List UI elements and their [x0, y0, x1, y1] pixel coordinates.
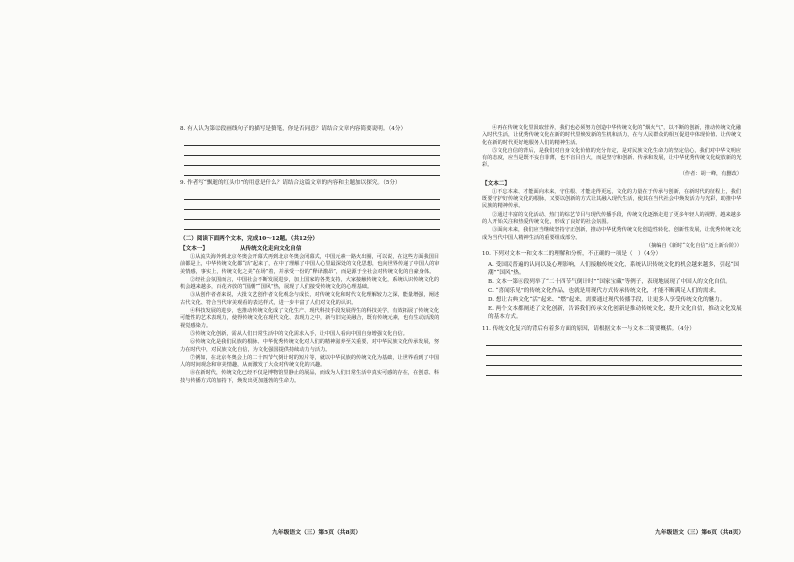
answer-option: B. 文本一第⑥段列举了“二十四节气倒计时”“国家宝藏”等例子，表现地展现了中国人的文化自信。 — [488, 278, 731, 285]
question-10: 10. 下列对文本一和文本二的理解和分析，不正确的一项是（ ）（4分） — [482, 250, 662, 257]
text-1-title: 从传统文化走向文化自信 — [239, 246, 302, 252]
paragraph: ⑧在新时代，传统文化已经不仅是博物馆里静止的展品，而成为人们日常生活中真实可感的存在，在创意、科技与传播方式的加持下，焕发出更加蓬勃的生命力。 — [180, 370, 440, 384]
answer-line[interactable] — [184, 210, 440, 220]
answer-line[interactable] — [184, 190, 440, 200]
paragraph: ①不忘本来、才能面向未来，守住根、才能走得更远，文化的力量在于传承与创新，在新时代的征程上，我们既要守护好传统文化的根脉，又要以创新的方式让其融入现代生活，使其在当代社会中焕发活力与光彩，助推中华民族的精神传承。 — [482, 188, 742, 210]
paragraph: ③从创作者者来说，大批文艺创作者文化观念与成长，对传统文化和时代文化理解较力之深，能量增强，阐述古代文化、符合当代审美观看的表达样式，进一步丰富了人们对文化的认识。 — [180, 292, 440, 306]
text-1-body — [180, 254, 440, 385]
answer-line[interactable] — [486, 356, 742, 366]
text-2-body — [482, 189, 742, 242]
question-11: 11. 传统文化复兴的背后有着多方面的原因，请根据文本一与文本二简要概括。（4分） — [482, 325, 695, 332]
paragraph: ⑤传统文化创新，需从人们日常生活中的文化需求入手，让中国人看向中国自身增强文化自信。 — [190, 330, 408, 337]
text-2-credit: （摘编自《新时“文化自信”迈上新台阶》） — [645, 242, 742, 249]
answer-line[interactable] — [184, 136, 440, 146]
paragraph: ①从流失海外到北京冬奥会开幕式再到北京冬奥会闭幕式，中国元素一路火出圈，可以说，在这些方面我国目前都是上，中华传统文化都“活”起来了，在中了理解了中国人心里最深处的文化思想，也向世界传递了中国人的审美情感，事实上，传统文化之美“在场”着，并承受一份的“释译激昂”，而是源于全社会对传统文化的自豪身体。 — [180, 254, 440, 275]
right-column — [482, 125, 745, 545]
paragraph: ⑦例如，在北京冬奥会上的二十四节气倒计时的短片等，就以中华民族的传统文化为基础，让世界看到了中国人的时间观念和审美情趣，从而激发了大众对传统文化的兴趣。 — [180, 354, 440, 369]
answer-option: E. 两个文本都阐述了文化创新，告诉我们传承文化创新是推动传统文化，提升文化自信，推动文化发展的基本方式。 — [488, 305, 742, 320]
question-8: 8. 有人认为第⑫段画线句子的描写是赘笔，你是否同意？请结合文章内容简要说明。（4分） — [180, 126, 407, 132]
answer-line[interactable] — [486, 336, 742, 346]
text-1-credit: （作者：胡一峰，有删改） — [679, 170, 742, 177]
text-2-label: 【文本二】 — [482, 180, 510, 187]
question-10-options — [482, 261, 742, 321]
page-6-footer: 九年级语文（三）第6页（共8页） — [655, 530, 745, 536]
question-9: 9. 作者写“飘逝的红头巾”的用意是什么？请结合这篇文章的内容和主题加以探究。（5分） — [180, 180, 401, 186]
answer-line[interactable] — [184, 220, 440, 230]
paragraph: ③面向未来，我们应当继续坚持守正创新，推动中华优秀传统文化创造性转化、创新性发展，让优秀传统文化成为当代中国人精神生活的重要组成部分。 — [482, 227, 742, 241]
answer-option: D. 想让古典文化“活”起来、“燃”起来，需要通过现代传播手段，让更多人享受传统文化的魅力。 — [488, 296, 726, 303]
paragraph: ⑤文化自信的背后，是我们对自身文化价值的充分肯定，是对民族文化生命力的坚定信心，我们对中华文明应有的态度，应当是既不妄自菲薄，也不盲目自大，而是坚守和创新、传承和发展，让中华优秀传统文化绽放新的光彩。 — [482, 147, 742, 169]
paragraph: ④再在传统文化里汲取营养，我们也必须努力创造中华传统文化的“烟火气”，以不断的创新，推动传统文化融入时代生活，让优秀传统文化在新的时代里焕发新的生机和活力，在与人民群众的相互促进中体现价值、让传统文化在新的时代更好地服务人们的精神生活。 — [482, 125, 742, 146]
answer-line[interactable] — [184, 146, 440, 156]
section-2-heading: （二）阅读下面两个文本，完成10～12题。（共12分） — [180, 236, 319, 242]
page-5-footer: 九年级语文（三）第5页（共8页） — [272, 530, 362, 536]
answer-line[interactable] — [184, 166, 440, 176]
text-1-label-text: 【文本一】 — [180, 246, 208, 252]
answer-option: C. “喜闻乐见”的传统文化作品，也就是用现代方式传承传统文化，才能不断满足人们的需求。 — [488, 287, 720, 294]
answer-line[interactable] — [184, 200, 440, 210]
answer-line[interactable] — [486, 346, 742, 356]
paragraph: ②经社会氛围而言，中国社会不断发展进步，加上国家的各类支持，大家接触传统文化，系统认识传统文化的机会越来越多，百花齐放的“国潮”“国风”热，展现了人们接受传统文化的心理基础。 — [180, 276, 440, 291]
text-1-label — [180, 245, 440, 253]
paragraph: ④科技发展的进步，也推动传统文化成了文化生产、现代科技手段发展得生的科技美学，有效拓展了传统文化可能性的艺术表现力，使得传统文化在现代文化、表现力之中，新与旧完美融合，既有传统元素，也有生动活泼的视觉感染力。 — [180, 308, 440, 329]
text-1-body-continued — [482, 125, 742, 170]
paragraph: ⑥传统文化是我们民族的根脉、中华优秀传统文化对人们的精神滋养至关重要，对中华民族文化传承发展，努力在时代中，对民族文化自信，为文化强国提供持续动力与活力。 — [180, 339, 440, 353]
answer-line[interactable] — [486, 366, 742, 376]
paragraph: ②通过丰富的文化活动、热门的综艺节目与现代传播手段，传统文化逐渐走进了更多年轻人的视野，越来越多的人开始关注和热爱传统文化，形成了良好的社会氛围。 — [482, 211, 742, 225]
answer-line[interactable] — [184, 156, 440, 166]
answer-option: A. 受国民普遍的认同以及心理影响，人们接触传统文化，系统认识传统文化的机会越来越多，引起“国潮”“国风”热。 — [488, 261, 739, 276]
left-column — [180, 125, 440, 545]
